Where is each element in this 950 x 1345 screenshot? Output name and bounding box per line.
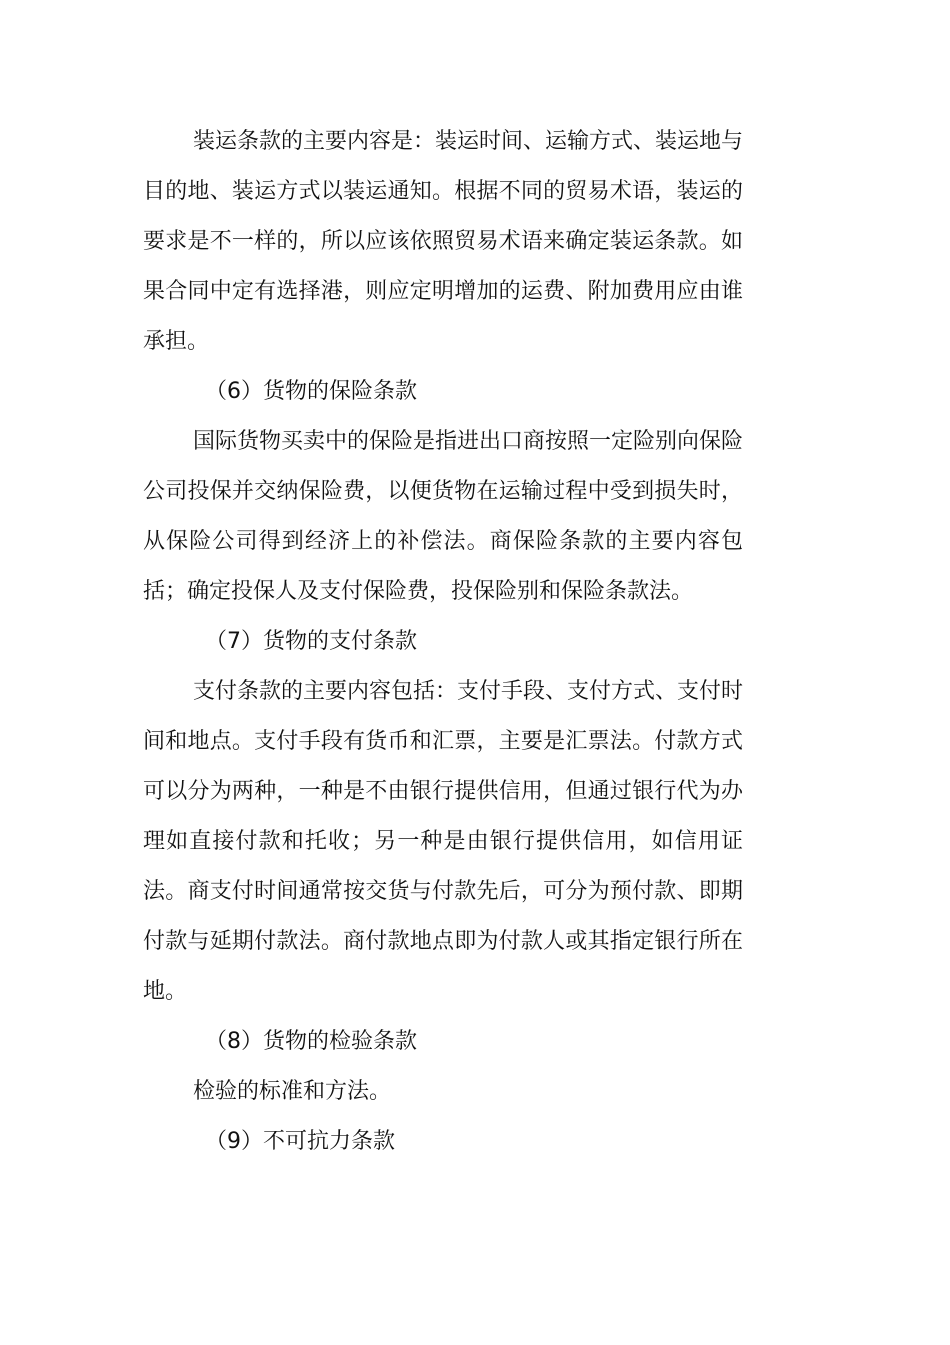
heading-inspection-terms: （8）货物的检验条款 <box>205 1029 417 1054</box>
document-body <box>143 117 743 1167</box>
heading-payment-terms: （7）货物的支付条款 <box>205 629 417 654</box>
paragraph-shipment-terms: 装运条款的主要内容是：装运时间、运输方式、装运地与目的地、装运方式以装运通知。根据不同的贸易术语，装运的要求是不一样的，所以应该依照贸易术语来确定装运条款。如果合同中定有选择港，则应定明增加的运费、附加费用应由谁承担。 <box>143 129 744 354</box>
heading-force-majeure: （9）不可抗力条款 <box>205 1129 395 1154</box>
paragraph-insurance-terms: 国际货物买卖中的保险是指进出口商按照一定险别向保险公司投保并交纳保险费，以便货物在运输过程中受到损失时，从保险公司得到经济上的补偿法。商保险条款的主要内容包括；确定投保人及支付保险费，投保险别和保险条款法。 <box>143 429 744 604</box>
heading-insurance-terms: （6）货物的保险条款 <box>205 379 417 404</box>
paragraph-payment-terms: 支付条款的主要内容包括：支付手段、支付方式、支付时间和地点。支付手段有货币和汇票，主要是汇票法。付款方式可以分为两种，一种是不由银行提供信用，但通过银行代为办理如直接付款和托收；另一种是由银行提供信用，如信用证法。商支付时间通常按交货与付款先后，可分为预付款、即期付款与延期付款法。商付款地点即为付款人或其指定银行所在地。 <box>143 679 744 1004</box>
paragraph-inspection-terms: 检验的标准和方法。 <box>193 1079 392 1104</box>
